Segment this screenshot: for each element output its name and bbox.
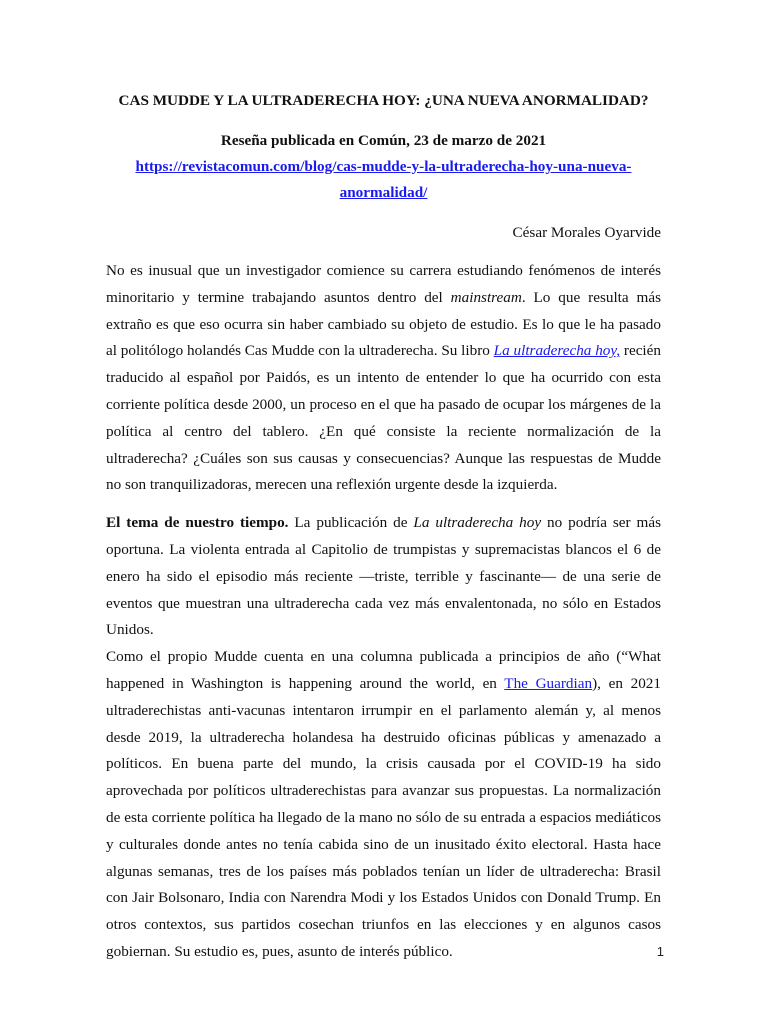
book-title: La ultraderecha hoy, (493, 342, 621, 360)
book-title: La ultraderecha hoy (413, 514, 542, 532)
paragraph-text: . Lo que resulta más extraño es que eso ocurra sin haber cambiado su objeto de estudio. Es lo que le ha pasado al politólogo holandés Cas Mudde con la ultraderecha. Su libro (106, 288, 661, 360)
paragraph-text: No es inusual que un investigador comience su carrera estudiando fenómenos de interés minoritario y termine trabajando asuntos dentro del (106, 262, 661, 306)
author-name: César Morales Oyarvide (512, 224, 661, 241)
book-link[interactable] (494, 342, 620, 359)
paragraph-text: no podría ser más oportuna. La violenta entrada al Capitolio de trumpistas y supremacistas blancos el 6 de enero ha sido el episodio más reciente —triste, terrible y fascinante— de una serie de eventos que muestran una ultraderecha cada vez más envalentonada, no sólo en Estados Unidos. (106, 514, 661, 639)
document-page (106, 88, 661, 966)
page-number: 1 (656, 944, 664, 959)
paragraph-text: recién traducido al español por Paidós, es un intento de entender lo que ha ocurrido con esta corriente política desde 2000, un proceso en el que ha pasado de ocupar los márgenes de la política al centro del tablero. ¿En qué consiste la reciente normalización de la ultraderecha? ¿Cuáles son sus causas y consecuencias? Aunque las respuestas de Mudde no son tranquilizadoras, merecen una reflexión urgente desde la izquierda. (106, 342, 661, 494)
paragraph-text: ), en 2021 ultraderechistas anti-vacunas intentaron irrumpir en el parlamento alemán y, al menos desde 2019, la ultraderecha holandesa ha destruido oficinas públicas y amenazado a políticos. En buena parte del mundo, la crisis causada por el COVID-19 ha sido aprovechada por políticos ultraderechistas para avanzar sus propuestas. La normalización de esta corriente política ha llegado de la mano no sólo de su entrada a espacios mediáticos y culturales donde antes no tenía cabida sino de un inusitado éxito electoral. Hasta hace algunas semanas, tres de los países más poblados tenían un líder de ultraderecha: Brasil con Jair Bolsonaro, India con Narendra Modi y los Estados Unidos con Donald Trump. En otros contextos, sus partidos cosechan triunfos en las elecciones y en algunos casos gobiernan. Su estudio es, pues, asunto de interés público. (106, 674, 661, 960)
source-link-container (106, 154, 661, 206)
emphasis-mainstream: mainstream (450, 288, 522, 306)
paragraph-tema (106, 510, 661, 644)
paragraph-mudde-column (106, 644, 661, 966)
section-heading: El tema de nuestro tiempo. (106, 514, 289, 532)
document-subtitle: Reseña publicada en Común, 23 de marzo de 2021 (220, 132, 547, 149)
document-title: CAS MUDDE Y LA ULTRADERECHA HOY: ¿UNA NUEVA ANORMALIDAD? (118, 92, 649, 109)
guardian-link[interactable]: The Guardian (504, 674, 593, 692)
paragraph-text: La publicación de (288, 514, 414, 532)
paragraph-text: Como el propio Mudde cuenta en una columna publicada a principios de año (“What happened in Washington is happening around the world, en (106, 648, 661, 692)
source-link[interactable]: https://revistacomun.com/blog/cas-mudde-y-la-ultraderecha-hoy-una-nueva-anormalidad/ (135, 158, 632, 201)
paragraph-intro (106, 258, 661, 499)
